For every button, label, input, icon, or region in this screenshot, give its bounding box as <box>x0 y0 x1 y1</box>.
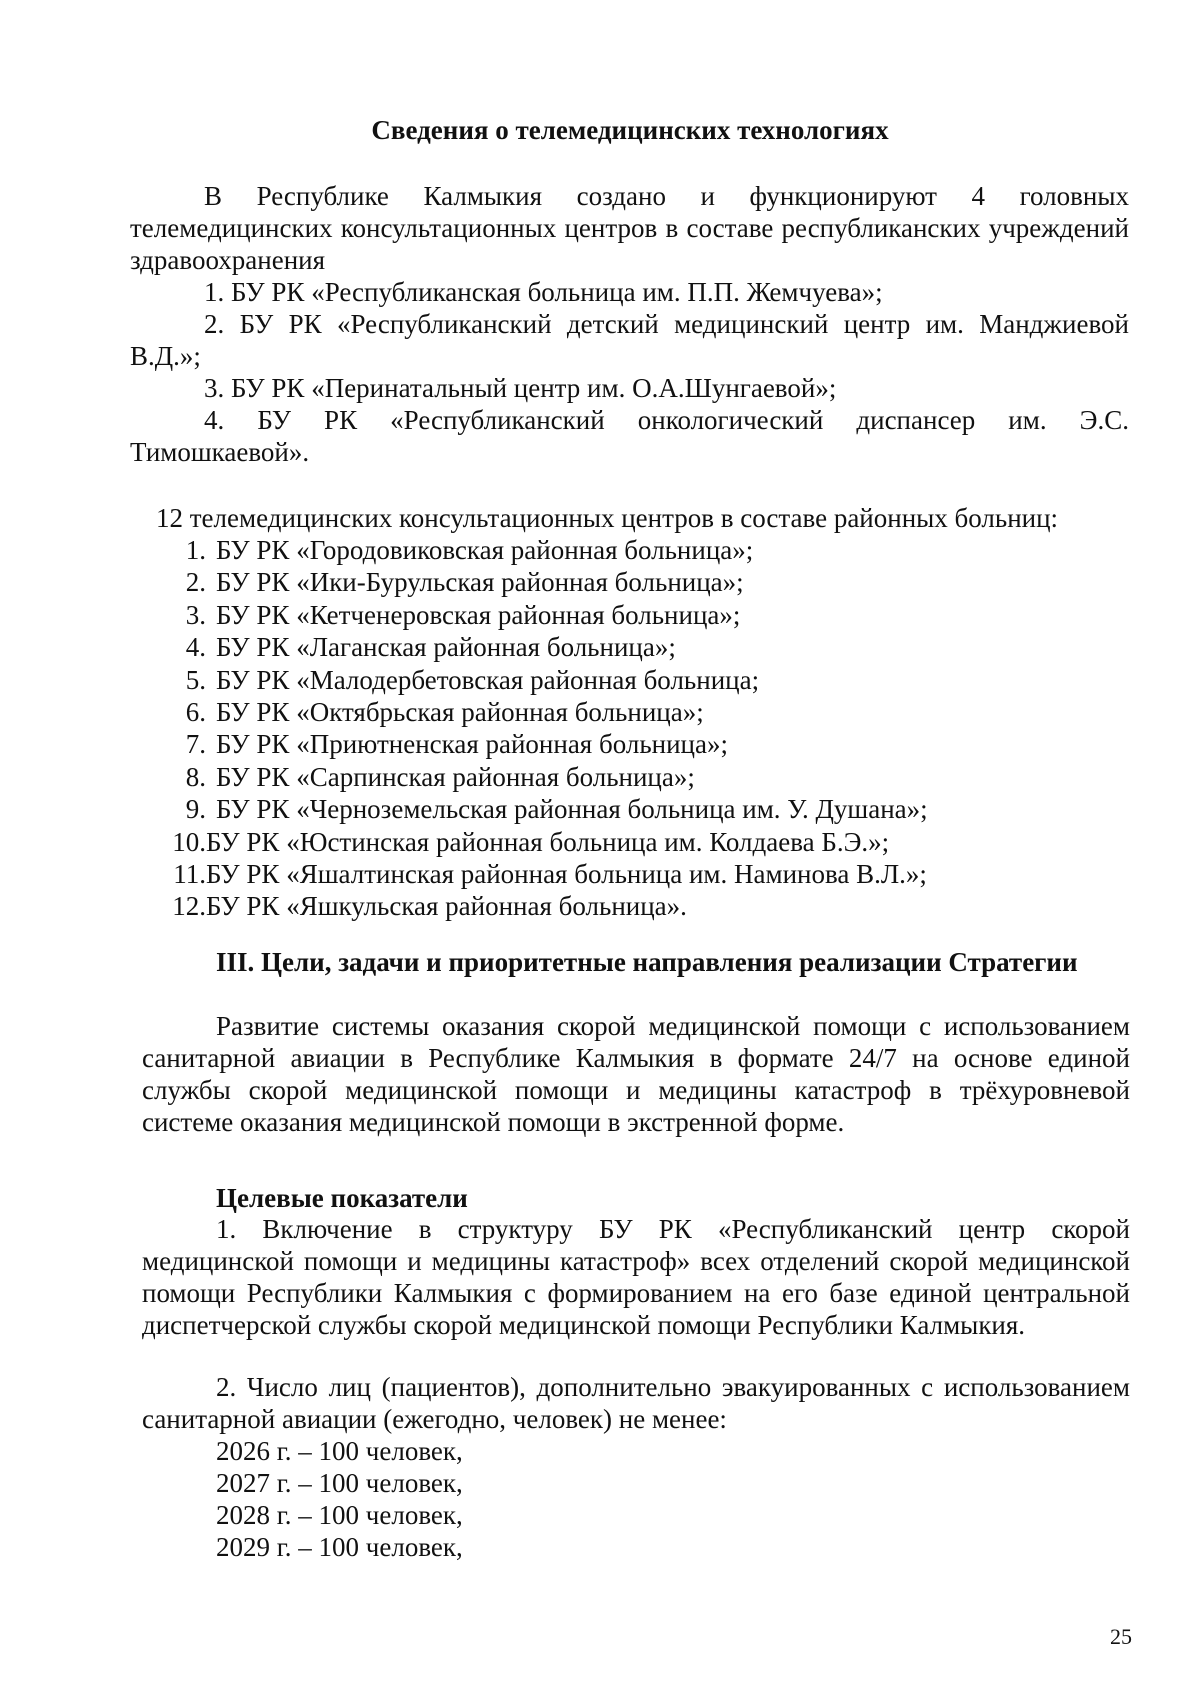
district-centers-intro: 12 телемедицинских консультационных центров в составе районных больниц: <box>156 503 1059 533</box>
page-title: Сведения о телемедицинских технологиях <box>371 115 889 145</box>
list-item <box>172 890 1072 922</box>
intro-paragraph: В Республике Калмыкия создано и функционируют 4 головных телемедицинских консультационных центров в составе республиканских учреждений здравоохранения <box>130 181 1129 275</box>
list-number: 7. <box>185 729 206 760</box>
list-text: БУ РК «Городовиковская районная больница»; <box>216 535 754 565</box>
section-heading-text: III. Цели, задачи и приоритетные направления реализации Стратегии <box>216 947 1078 977</box>
list-item <box>172 566 1072 598</box>
list-number: 5. <box>185 664 206 695</box>
list-number: 3. <box>185 599 206 630</box>
list-text: БУ РК «Приютненская районная больница»; <box>216 729 728 760</box>
list-item: 2027 г. – 100 человек, <box>216 1468 463 1498</box>
list-text: БУ РК «Яшалтинская районная больница им. Наминова В.Л.»; <box>206 859 927 890</box>
list-item <box>172 696 1072 728</box>
list-text: БУ РК «Малодербетовская районная больница; <box>216 664 760 695</box>
section-paragraph: Развитие системы оказания скорой медицинской помощи с использованием санитарной авиации в Республике Калмыкия в формате 24/7 на основе единой службы скорой медицинской помощи и медицины катастроф в трёхуровневой системе оказания медицинской помощи в экстренной форме. <box>142 1011 1130 1137</box>
list-item <box>172 826 1072 858</box>
list-text: БУ РК «Черноземельская районная больница им. У. Душана»; <box>216 794 928 825</box>
target-item: 1. Включение в структуру БУ РК «Республиканский центр скорой медицинской помощи и медицины катастроф» всех отделений скорой медицинской помощи Республики Калмыкия с формированием на его базе единой центральной диспетчерской службы скорой медицинской помощи Республики Калмыкия. <box>142 1214 1130 1340</box>
targets-heading: Целевые показатели <box>216 1183 468 1213</box>
list-item <box>172 728 1072 760</box>
list-number: 10. <box>172 826 206 857</box>
list-text: БУ РК «Юстинская районная больница им. Колдаева Б.Э.»; <box>206 826 890 857</box>
list-number: 9. <box>185 794 206 825</box>
list-number: 12. <box>172 891 206 922</box>
list-text: БУ РК «Яшкульская районная больница». <box>206 891 687 922</box>
list-number: 11. <box>173 859 206 890</box>
list-item: 2028 г. – 100 человек, <box>216 1500 463 1530</box>
list-item: 2029 г. – 100 человек, <box>216 1532 463 1562</box>
list-item: 1. БУ РК «Республиканская больница им. П.П. Жемчуева»; <box>204 277 883 307</box>
list-item <box>172 761 1072 793</box>
list-text: БУ РК «Октябрьская районная больница»; <box>216 697 704 728</box>
list-item: 2026 г. – 100 человек, <box>216 1436 463 1466</box>
years-list <box>216 1435 463 1563</box>
list-item <box>172 664 1072 696</box>
list-number: 4. <box>185 632 206 663</box>
republic-hospitals-list <box>130 276 1129 468</box>
page-number: 25 <box>1110 1624 1132 1649</box>
target-item: 2. Число лиц (пациентов), дополнительно эвакуированных с использованием санитарной авиации (ежегодно, человек) не менее: <box>142 1372 1130 1434</box>
list-item <box>172 631 1072 663</box>
list-item: 3. БУ РК «Перинатальный центр им. О.А.Шунгаевой»; <box>204 373 837 403</box>
list-text: БУ РК «Ики-Бурульская районная больница»; <box>216 567 744 598</box>
list-number: 8. <box>185 761 206 792</box>
list-text: БУ РК «Сарпинская районная больница»; <box>216 761 695 792</box>
list-number: 2. <box>185 567 206 598</box>
list-item: 4. БУ РК «Республиканский онкологический диспансер им. Э.С. Тимошкаевой». <box>130 405 1129 467</box>
section-heading <box>142 946 1130 978</box>
list-number: 6. <box>185 697 206 728</box>
list-item <box>172 599 1072 631</box>
list-item <box>172 858 1072 890</box>
list-text: БУ РК «Лаганская районная больница»; <box>216 632 676 663</box>
list-item <box>172 793 1072 825</box>
district-hospitals-list <box>172 534 1072 923</box>
list-text: БУ РК «Кетченеровская районная больница»; <box>216 599 741 630</box>
list-item: 2. БУ РК «Республиканский детский медицинский центр им. Манджиевой В.Д.»; <box>130 309 1129 371</box>
list-number: 1. <box>185 535 206 565</box>
list-item <box>172 534 1072 566</box>
